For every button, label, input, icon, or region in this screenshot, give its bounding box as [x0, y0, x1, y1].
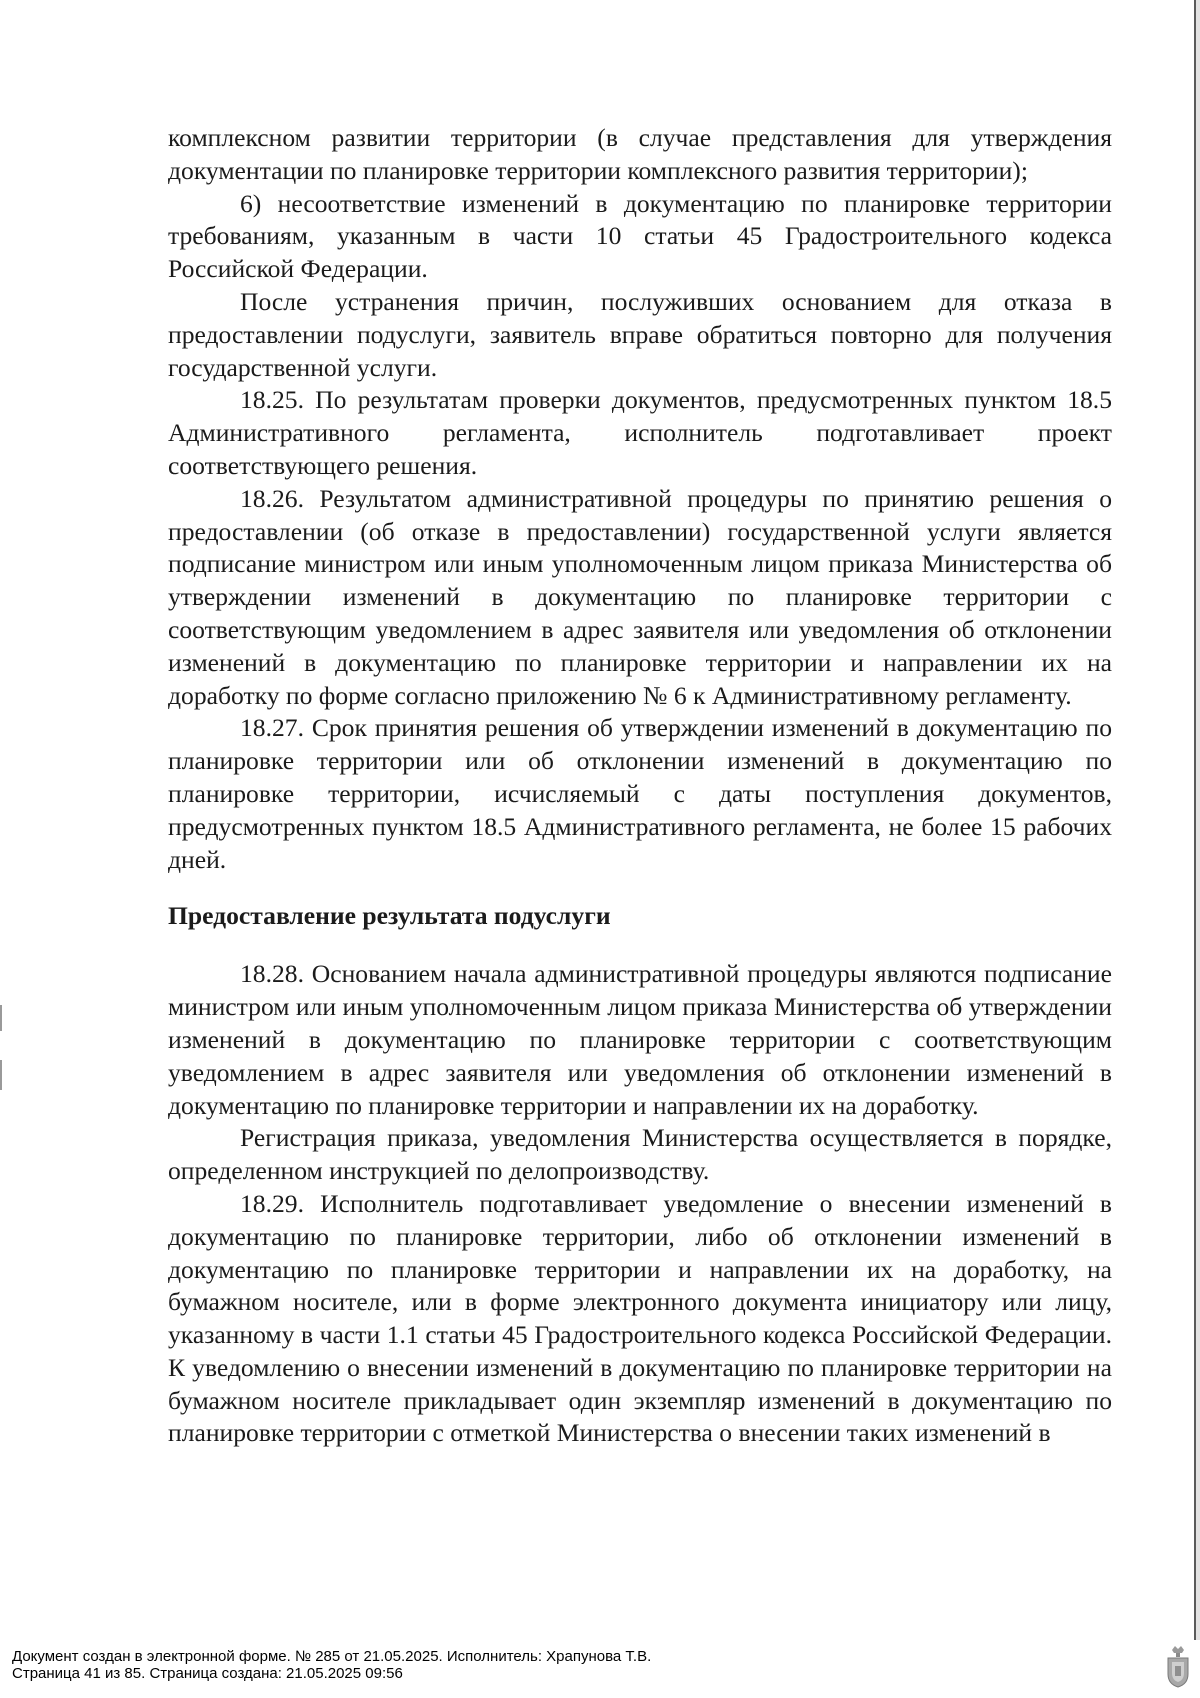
paragraph: 18.26. Результатом административной процедуры по принятию решения о предоставлении (об отказе в предоставлении) государственной услуги является подписание министром или иным уполномоченным лицом приказа Министерства об утверждении изменений в документацию по планировке территории с соответствующим уведомлением в адрес заявителя или уведомления об отклонении изменений в документацию по планировке территории и направлении их на доработку по форме согласно приложению № 6 к Административному регламенту.	[168, 483, 1112, 710]
scan-mark	[0, 1060, 2, 1090]
scan-edge-shadow	[1196, 0, 1200, 1640]
paragraph: Регистрация приказа, уведомления Министерства осуществляется в порядке, определенном инструкцией по делопроизводству.	[168, 1123, 1112, 1186]
paragraph: 18.28. Основанием начала административной процедуры являются подписание министром или иным уполномоченным лицом приказа Министерства об утверждении изменений в документацию по планировке территории с соответствующим уведомлением в адрес заявителя или уведомления об отклонении изменений в документацию по планировке территории и направлении их на доработку.	[168, 959, 1112, 1120]
paragraph: 6) несоответствие изменений в документацию по планировке территории требованиям, указанным в части 10 статьи 45 Градостроительного кодекса Российской Федерации.	[168, 188, 1112, 284]
scan-mark	[0, 1005, 2, 1031]
paragraph: 18.29. Исполнитель подготавливает уведомление о внесении изменений в документацию по планировке территории, либо об отклонении изменений в документацию по планировке территории и направлении их на доработку, на бумажном носителе, или в форме электронного документа инициатору или лицу, указанному в части 1.1 статьи 45 Градостроительного кодекса Российской Федерации. К уведомлению о внесении изменений в документацию по планировке территории на бумажном носителе прикладывает один экземпляр изменений в документацию по планировке территории с отметкой Министерства о внесении таких изменений в	[168, 1188, 1112, 1448]
electronic-document-footer	[12, 1648, 1112, 1682]
section-heading: Предоставление результата подуслуги	[168, 901, 611, 931]
footer-document-info: Документ создан в электронной форме. № 285 от 21.05.2025. Исполнитель: Храпунова Т.В.	[12, 1648, 652, 1665]
paragraph: 18.27. Срок принятия решения об утверждении изменений в документацию по планировке территории или об отклонении изменений в документацию по планировке территории, исчисляемый с даты поступления документов, предусмотренных пунктом 18.5 Административного регламента, не более 15 рабочих дней.	[168, 713, 1112, 874]
footer-page-info: Страница 41 из 85. Страница создана: 21.05.2025 09:56	[12, 1665, 403, 1682]
paragraph: После устранения причин, послуживших основанием для отказа в предоставлении подуслуги, заявитель вправе обратиться повторно для получения государственной услуги.	[168, 286, 1112, 382]
paragraph: 18.25. По результатам проверки документов, предусмотренных пунктом 18.5 Административного регламента, исполнитель подготавливает проект соответствующего решения.	[168, 385, 1112, 480]
document-body	[168, 122, 1112, 1450]
paragraph: комплексном развитии территории (в случае представления для утверждения документации по планировке территории комплексного развития территории);	[168, 123, 1112, 185]
coat-of-arms-icon	[1164, 1644, 1192, 1688]
